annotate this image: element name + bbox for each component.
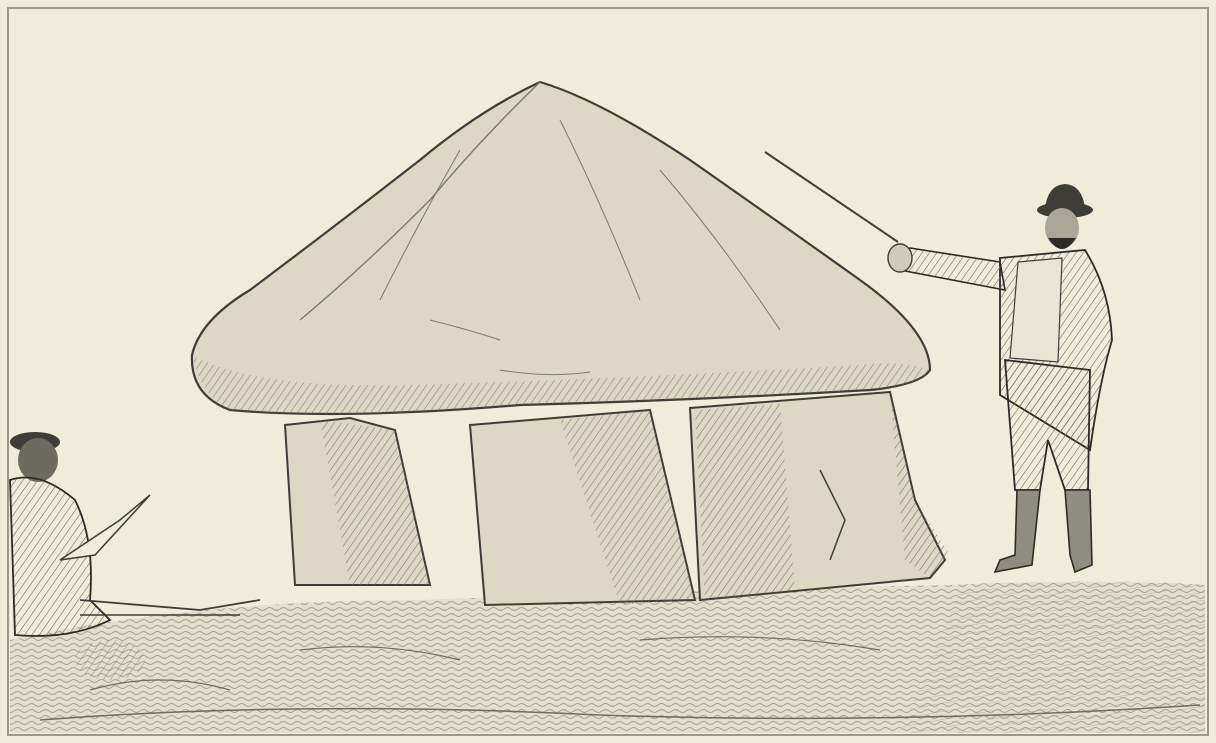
waistcoat: [1010, 258, 1062, 362]
ground: [10, 581, 1205, 733]
left-boot: [995, 490, 1040, 572]
capstone: [192, 82, 930, 414]
pointing-arm: [900, 248, 1005, 290]
seated-artist-figure: [10, 432, 260, 636]
support-stones: [285, 392, 950, 605]
right-boot: [1065, 490, 1092, 572]
breeches: [1005, 360, 1090, 490]
small-rock: [75, 640, 145, 680]
